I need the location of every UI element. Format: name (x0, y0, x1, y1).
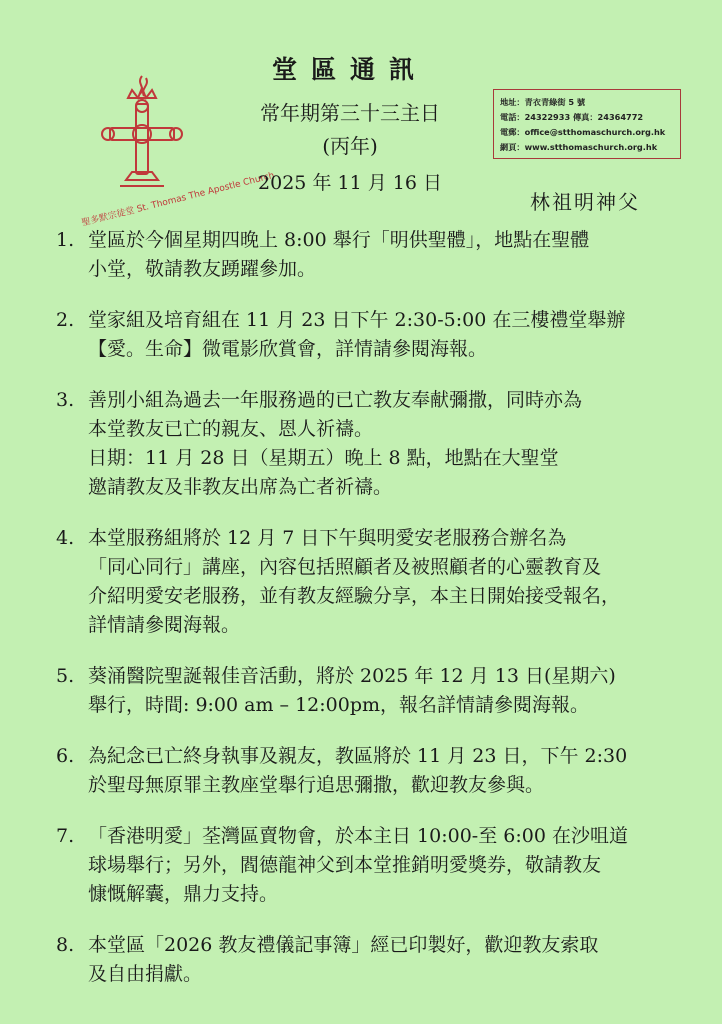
page-title: 堂區通訊 (271, 55, 428, 84)
item-line: 「同心同行」講座，內容包括照顧者及被照顧者的心靈教育及 (88, 556, 602, 578)
bulletin-date: 2025 年 11 月 16 日 (258, 172, 442, 194)
announcement-list (56, 226, 696, 989)
logo-caption: 聖多默宗徒堂 St. Thomas The Apostle Church (80, 170, 276, 229)
item-line: 日期：11 月 28 日（星期五）晚上 8 點，地點在大聖堂 (88, 447, 559, 469)
item-line: 本堂服務組將於 12 月 7 日下午與明愛安老服務合辦名為 (88, 527, 567, 549)
item-line: 堂家組及培育組在 11 月 23 日下午 2:30-5:00 在三樓禮堂舉辦 (88, 309, 626, 331)
announcement-item (56, 662, 696, 720)
contact-email: 電郵：office@stthomaschurch.org.hk (500, 127, 666, 137)
item-line: 本堂教友已亡的親友、恩人祈禱。 (88, 418, 374, 440)
item-line: 舉行，時間: 9:00 am – 12:00pm，報名詳情請參閱海報。 (88, 694, 590, 716)
announcement-item (56, 386, 696, 502)
item-number: 8. (56, 934, 75, 956)
item-number: 3. (56, 389, 75, 411)
contact-address: 地址：青衣青綠街 5 號 (500, 97, 586, 107)
item-line: 及自由捐獻。 (88, 963, 203, 985)
announcement-item (56, 524, 696, 640)
item-line: 堂區於今個星期四晚上 8:00 舉行「明供聖體」，地點在聖體 (88, 229, 590, 251)
item-line: 慷慨解囊，鼎力支持。 (88, 883, 279, 905)
item-line: 葵涌醫院聖誕報佳音活動，將於 2025 年 12 月 13 日(星期六) (88, 665, 616, 687)
item-line: 詳情請參閱海報。 (88, 614, 241, 636)
item-line: 介紹明愛安老服務，並有教友經驗分享，本主日開始接受報名， (88, 585, 621, 607)
item-line: 小堂，敬請教友踴躍參加。 (88, 258, 317, 280)
item-number: 2. (56, 309, 75, 331)
item-line: 善別小組為過去一年服務過的已亡教友奉献彌撒，同時亦為 (88, 389, 583, 411)
liturgical-year: (丙年) (322, 134, 378, 158)
item-line: 邀請教友及非教友出席為亡者祈禱。 (88, 476, 393, 498)
announcement-item (56, 226, 696, 284)
item-number: 5. (56, 665, 75, 687)
item-number: 7. (56, 825, 75, 847)
item-number: 4. (56, 527, 75, 549)
item-line: 為紀念已亡終身執事及親友，教區將於 11 月 23 日，下午 2:30 (88, 745, 628, 767)
priest-name: 林祖明神父 (530, 190, 640, 214)
contact-box (493, 89, 681, 159)
contact-phone-fax: 電話：24322933 傳真：24364772 (500, 112, 644, 122)
announcement-item (56, 931, 696, 989)
item-line: 球場舉行；另外，閻德龍神父到本堂推銷明愛獎券，敬請教友 (88, 854, 602, 876)
announcement-item (56, 306, 696, 364)
item-number: 1. (56, 229, 75, 251)
contact-website: 網頁：www.stthomaschurch.org.hk (500, 142, 658, 152)
item-line: 【愛。生命】微電影欣賞會，詳情請參閱海報。 (88, 338, 488, 360)
liturgical-sunday: 常年期第三十三主日 (260, 101, 440, 125)
item-line: 本堂區「2026 教友禮儀記事簿」經已印製好，歡迎教友索取 (88, 934, 599, 956)
announcement-item (56, 742, 696, 800)
item-line: 於聖母無原罪主教座堂舉行追思彌撒，歡迎教友參與。 (88, 774, 545, 796)
item-number: 6. (56, 745, 75, 767)
announcement-item (56, 822, 696, 909)
item-line: 「香港明愛」荃灣區賣物會，於本主日 10:00-至 6:00 在沙咀道 (88, 825, 628, 847)
church-logo (80, 68, 276, 229)
